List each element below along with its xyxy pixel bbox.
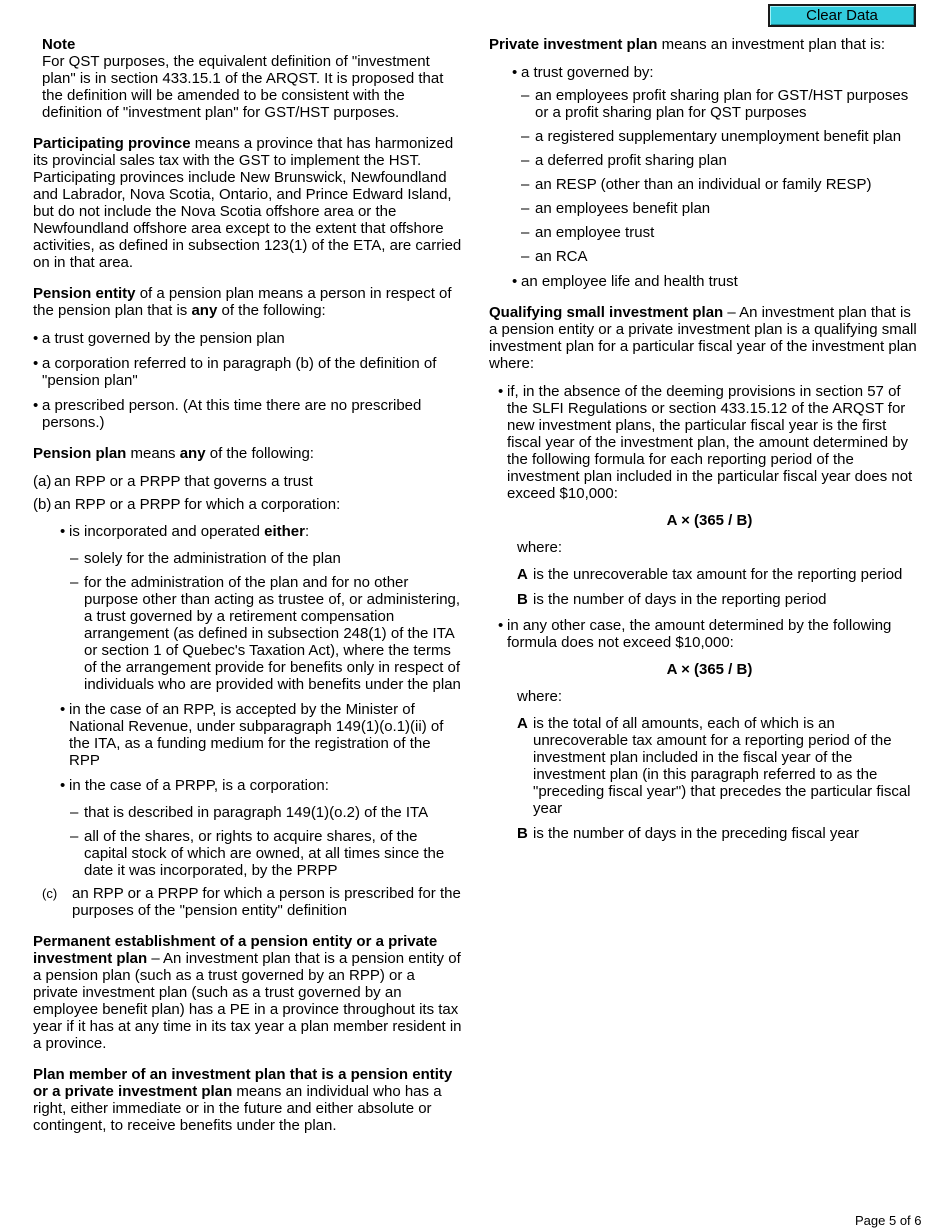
note-title: Note <box>42 36 76 53</box>
clear-data-button[interactable]: Clear Data <box>768 4 916 27</box>
right-column <box>489 36 921 856</box>
variable-b: B is the number of days in the preceding fiscal year <box>517 825 860 842</box>
private-investment-plan-definition: Private investment plan means an investment plan that is: • a trust governed by: – an employees profit sharing plan for GST/HST purposes or a profit sharing plan for QST purposes – a registered supplementary unemployment benefit plan – a deferred profit sharing plan – an RESP (other than an individual or family RESP) – an employees benefit plan – an employee trust – an RCA • an employee life and health trust <box>489 36 921 290</box>
participating-province-definition: Participating province means a province that has harmonized its provincial sales tax with the GST to implement the HST. Participating provinces include New Brunswick, Newfoundland and Labrador, Nova Scotia, Ontario, and Prince Edward Island, but do not include the Nova Scotia offshore area or the Newfoundland offshore area except to the extent that offshore activities, as defined in subsection 123(1) of the ETA, are carried on in that area. <box>33 135 462 271</box>
list-item: • a trust governed by the pension plan <box>33 330 463 347</box>
where-label: where: <box>517 688 563 705</box>
list-item: • a corporation referred to in paragraph (b) of the definition of "pension plan" <box>33 355 463 389</box>
list-item: • a prescribed person. (At this time there are no prescribed persons.) <box>33 397 463 431</box>
formula-2: A × (365 / B) <box>666 661 753 678</box>
list-item: • a trust governed by: <box>512 64 921 81</box>
list-item: – for the administration of the plan and for no other purpose other than acting as trustee of, or administering, a trust governed by a retirement compensation arrangement (as defined in subsection 248(1) of the ITA or section 1 of Quebec's Taxation Act), where the terms of the arrangement provide for benefits only in respect of individuals who are provided with benefits under the plan <box>70 574 463 693</box>
list-item: – that is described in paragraph 149(1)(o.2) of the ITA <box>70 804 463 821</box>
list-item: – an employee trust <box>521 224 921 241</box>
list-item: (a) an RPP or a PRPP that governs a trust <box>33 473 313 490</box>
participating-province-term: Participating province <box>33 135 191 152</box>
paragraph-b-sublist <box>33 523 463 879</box>
pension-plan-term: Pension plan <box>33 445 127 462</box>
note-box <box>42 36 463 121</box>
qualifying-small-investment-plan-definition: Qualifying small investment plan – An investment plan that is a pension entity or a private investment plan is a qualifying small investment plan for a particular fiscal year of the investment plan where: • if, in the absence of the deeming provisions in section 57 of the SLFI Regulations or section 433.15.12 of the ARQST for new investment plans, the particular fiscal year is the first fiscal year of the investment plan, the amount determined by the following formula for each reporting period of the investment plan included in the particular fiscal year does not exceed $10,000: A × (365 / B) where: A is the unrecoverable tax amount for the reporting period B is the number of days in the reporting period • in any other case, the amount determined by the following formula does not exceed $10,000: A × (365 / B) where: A is the total of all amounts, each of which is an unrecoverable tax amount for a reporting period of the investment plan included in the fiscal year of the investment plan (in this paragraph referred to as the "preceding fiscal year") that precedes the particular fiscal year B is the number of days in the preceding fiscal year <box>489 304 921 842</box>
list-item: – an RESP (other than an individual or family RESP) <box>521 176 921 193</box>
plan-member-term: Plan member of an investment plan that is a pension entity or a private investment plan <box>33 1066 453 1100</box>
note-text: For QST purposes, the equivalent definition of "investment plan" is in section 433.15.1 of the ARQST. It is proposed that the definition will be amended to be consistent with the definition of "investment plan" for GST/HST purposes. <box>42 53 444 121</box>
list-item: (c) an RPP or a PRPP for which a person is prescribed for the purposes of the "pension entity" definition <box>42 885 461 919</box>
list-item: – an employees profit sharing plan for GST/HST purposes or a profit sharing plan for QST purposes <box>521 87 921 121</box>
list-item: – a deferred profit sharing plan <box>521 152 921 169</box>
list-item: • in the case of a PRPP, is a corporation: <box>60 777 463 794</box>
where-label: where: <box>517 539 563 556</box>
plan-member-definition: Plan member of an investment plan that is a pension entity or a private investment plan means an individual who has a right, either immediate or in the future and either absolute or contingent, to receive benefits under the plan. <box>33 1066 453 1134</box>
list-item: – solely for the administration of the plan <box>70 550 463 567</box>
list-item: – an RCA <box>521 248 921 265</box>
qualifying-small-term: Qualifying small investment plan <box>489 304 724 321</box>
left-column <box>33 36 463 1148</box>
pension-entity-term: Pension entity <box>33 285 136 302</box>
list-item: • in the case of an RPP, is accepted by the Minister of National Revenue, under subparagraph 149(1)(o.1)(ii) of the ITA, as a funding medium for the registration of the RPP <box>60 701 463 769</box>
private-investment-plan-term: Private investment plan <box>489 36 658 53</box>
variable-a: A is the unrecoverable tax amount for the reporting period <box>517 566 903 583</box>
pension-entity-definition: Pension entity of a pension plan means a person in respect of the pension plan that is any of the following: • a trust governed by the pension plan • a corporation referred to in paragraph (b) of the definition of "pension plan" • a prescribed person. (At this time there are no prescribed persons.) <box>33 285 463 431</box>
list-item: • in any other case, the amount determined by the following formula does not exceed $10,000: <box>498 617 921 651</box>
formula-1: A × (365 / B) <box>666 512 753 529</box>
pension-plan-definition: Pension plan means any of the following: (a) an RPP or a PRPP that governs a trust (b) an RPP or a PRPP for which a corporation: • is incorporated and operated either: – solely for the administration of the plan – for the administration of the plan and for no other purpose other than acting as trustee of, or administering, a trust governed by a retirement compensation arrangement (as defined in subsection 248(1) of the ITA or section 1 of Quebec's Taxation Act), where the terms of the arrangement provide for benefits only in respect of individuals who are provided with benefits under the plan • in the case of an RPP, is accepted by the Minister of National Revenue, under subparagraph 149(1)(o.1)(ii) of the ITA, as a funding medium for the registration of the RPP • in the case of a PRPP, is a corporation: – that is described in paragraph 149(1)(o.2) of the ITA – all of the shares, or rights to acquire shares, of the capital stock of which are owned, at all times since the date it was incorporated, by the PRPP (c) an RPP or a PRPP for which a person is prescribed for the purposes of the "pension entity" definition <box>33 445 463 919</box>
list-item: (b) an RPP or a PRPP for which a corporation: <box>33 496 341 513</box>
list-item: – an employees benefit plan <box>521 200 921 217</box>
page-number: Page 5 of 6 <box>855 1213 922 1228</box>
variable-b: B is the number of days in the reporting period <box>517 591 827 608</box>
list-item: • an employee life and health trust <box>512 273 921 290</box>
list-item: – all of the shares, or rights to acquire shares, of the capital stock of which are owned, at all times since the date it was incorporated, by the PRPP <box>70 828 463 879</box>
variable-a: A is the total of all amounts, each of which is an unrecoverable tax amount for a reporting period of the investment plan included in the fiscal year of the investment plan (in this paragraph referred to as the "preceding fiscal year") that precedes the particular fiscal year <box>517 715 911 817</box>
list-item: • if, in the absence of the deeming provisions in section 57 of the SLFI Regulations or section 433.15.12 of the ARQST for new investment plans, the particular fiscal year is the first fiscal year of the investment plan, the amount determined by the following formula for each reporting period of the investment plan included in the particular fiscal year does not exceed $10,000: <box>498 383 921 502</box>
list-item: • is incorporated and operated either: <box>60 523 463 540</box>
list-item: – a registered supplementary unemployment benefit plan <box>521 128 921 145</box>
permanent-establishment-definition: Permanent establishment of a pension entity or a private investment plan – An investment plan that is a pension entity of a pension plan (such as a trust governed by an RPP) or a private investment plan (such as a trust governed by an employee benefit plan) has a PE in a province throughout its tax year if it has at any time in its tax year a plan member resident in a province. <box>33 933 462 1052</box>
permanent-establishment-term: Permanent establishment of a pension entity or a private investment plan <box>33 933 438 967</box>
